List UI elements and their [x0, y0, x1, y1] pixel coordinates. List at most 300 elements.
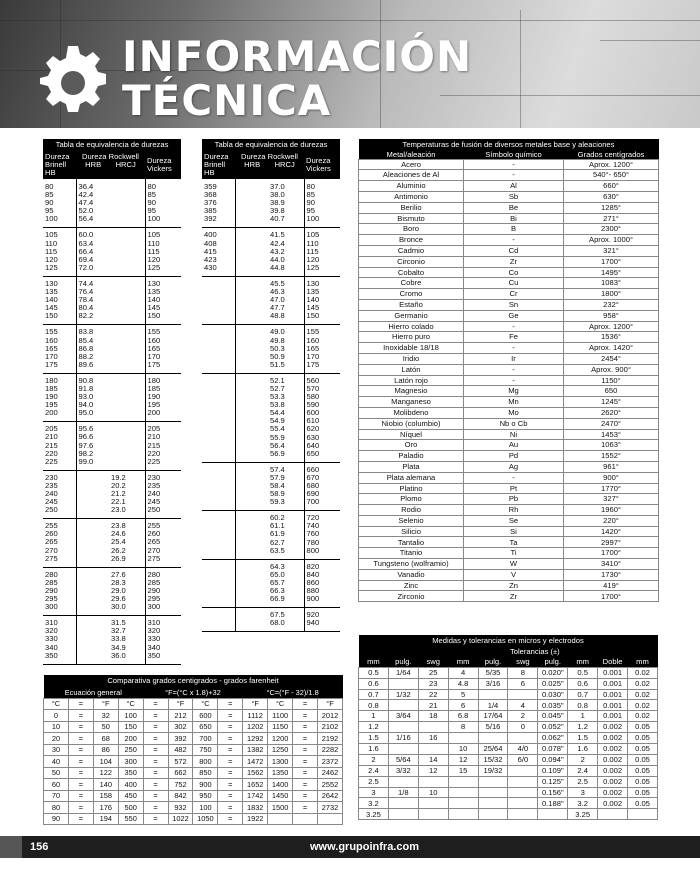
metal-cell: Latón rojo: [359, 375, 464, 386]
tolerance-cell: [388, 744, 418, 755]
comparison-cell: =: [218, 721, 243, 733]
table-row: [359, 765, 658, 776]
tolerance-cell: [418, 776, 448, 787]
table-row: [359, 364, 659, 375]
comparison-cell: =: [143, 802, 168, 814]
tolerance-cell: 1/4: [478, 700, 508, 711]
metal-cell: Plata alemana: [359, 472, 464, 483]
tolerance-cell: [508, 765, 538, 776]
column-header: mm: [628, 657, 658, 667]
comparison-cell: 50: [44, 767, 69, 779]
comparison-cell: 100: [193, 802, 218, 814]
table-row: [359, 332, 659, 343]
column-header: °F: [243, 698, 268, 710]
table-row: [359, 278, 659, 289]
comparison-cell: 650: [193, 721, 218, 733]
tolerance-cell: 0.078": [538, 744, 568, 755]
table-row: [359, 213, 659, 224]
column-header: swg: [508, 657, 538, 667]
hrcj-cell: 60.2 61.1 61.9 62.7 63.5: [268, 511, 304, 559]
hrcj-cell: 52.1 52.7 53.3 53.8 54.4 54.9 55.4 55.9 56.4 56.9: [268, 373, 304, 462]
metal-cell: Berilio: [359, 202, 464, 213]
metal-cell: Circonio: [359, 256, 464, 267]
metal-cell: Cadmio: [359, 245, 464, 256]
header-vickers: Dureza Vickers: [304, 151, 340, 179]
tolerance-cell: 0.002: [598, 744, 628, 755]
temperature-cell: 1552°: [564, 451, 659, 462]
tolerance-cell: 0.7: [568, 689, 598, 700]
temperature-cell: 660°: [564, 181, 659, 192]
comparison-cell: 700: [193, 733, 218, 745]
symbol-cell: Co: [464, 267, 564, 278]
tolerance-cell: 0.001: [598, 667, 628, 678]
hardness-table-title: Tabla de equivalencia de durezas: [202, 139, 340, 151]
hrb-cell: [235, 462, 268, 510]
symbol-cell: Ta: [464, 537, 564, 548]
symbol-cell: Ge: [464, 310, 564, 321]
comparison-cell: =: [143, 756, 168, 768]
comparison-cell: 1400: [268, 779, 293, 791]
tolerance-cell: 0.5: [359, 667, 389, 678]
column-header: °C: [268, 698, 293, 710]
hrcj-cell: [109, 179, 145, 228]
tolerance-cell: 1.5: [359, 733, 389, 744]
hrcj-cell: 45.5 46.3 47.0 47.7 48.8: [268, 276, 304, 324]
header-rockwell: Dureza Rockwell HRB HRCJ: [235, 151, 304, 179]
comparison-cell: 550: [118, 813, 143, 825]
tolerance-cell: 0.05: [628, 722, 658, 733]
comparison-cell: 1100: [268, 710, 293, 722]
tolerance-cell: 1: [568, 711, 598, 722]
table-row: [359, 754, 658, 765]
brinell-cell: [202, 462, 235, 510]
tolerance-cell: 6: [448, 700, 478, 711]
comparison-cell: 1450: [268, 790, 293, 802]
comparison-cell: 1300: [268, 756, 293, 768]
temperature-cell: 1285°: [564, 202, 659, 213]
hrcj-cell: [109, 325, 145, 373]
vickers-cell: 310 320 330 340 350: [145, 616, 181, 664]
symbol-cell: V: [464, 569, 564, 580]
comparison-cell: 900: [193, 779, 218, 791]
symbol-cell: Al: [464, 181, 564, 192]
tolerance-cell: 0.001: [598, 711, 628, 722]
temperature-cell: 1730°: [564, 569, 659, 580]
tolerance-cell: [388, 798, 418, 809]
table-row: [359, 776, 658, 787]
vickers-cell: 180 185 190 195 200: [145, 373, 181, 421]
tolerance-cell: 3.25: [568, 809, 598, 820]
comparison-cell: 1202: [243, 721, 268, 733]
comparison-cell: 200: [118, 733, 143, 745]
tolerance-cell: [478, 809, 508, 820]
comparison-cell: 1292: [243, 733, 268, 745]
comparison-cell: =: [68, 813, 93, 825]
symbol-cell: W: [464, 559, 564, 570]
comparison-cell: 800: [193, 756, 218, 768]
header-vickers: Dureza Vickers: [145, 151, 181, 179]
table-row: [359, 235, 659, 246]
table-row: [359, 159, 659, 170]
header-banner: [0, 0, 700, 128]
tolerance-cell: 2.5: [568, 776, 598, 787]
tolerance-cell: 0.030": [538, 689, 568, 700]
comparison-cell: 932: [168, 802, 193, 814]
temperature-cell: 630°: [564, 191, 659, 202]
comparison-cell: 212: [168, 710, 193, 722]
column-header: mm: [448, 657, 478, 667]
hrb-cell: [235, 325, 268, 373]
comparison-cell: =: [143, 779, 168, 791]
temperature-cell: 958°: [564, 310, 659, 321]
column-header: Grados centígrados: [564, 151, 659, 159]
comparison-cell: 450: [118, 790, 143, 802]
tolerance-cell: 0.188": [538, 798, 568, 809]
comparison-cell: 1022: [168, 813, 193, 825]
comparison-cell: =: [143, 744, 168, 756]
comparison-cell: 400: [118, 779, 143, 791]
tolerance-cell: 0.020": [538, 667, 568, 678]
symbol-cell: Ni: [464, 429, 564, 440]
tolerance-cell: [388, 700, 418, 711]
symbol-cell: -: [464, 364, 564, 375]
metal-cell: Boro: [359, 224, 464, 235]
symbol-cell: Rh: [464, 505, 564, 516]
tolerance-cell: 3/16: [478, 678, 508, 689]
temperature-cell: 1245°: [564, 397, 659, 408]
metal-cell: Selenio: [359, 515, 464, 526]
tolerance-cell: 0.045": [538, 711, 568, 722]
comparison-cell: 30: [44, 744, 69, 756]
tolerance-cell: 4/0: [508, 744, 538, 755]
tolerance-cell: 1/8: [388, 787, 418, 798]
symbol-cell: -: [464, 170, 564, 181]
comparison-cell: 1112: [243, 710, 268, 722]
temperature-cell: Aprox. 900°: [564, 364, 659, 375]
website-link[interactable]: www.grupoinfra.com: [310, 841, 419, 853]
table-row: [359, 353, 659, 364]
comparison-cell: =: [68, 756, 93, 768]
tolerance-cell: 0.05: [628, 798, 658, 809]
table-row: [202, 276, 340, 324]
tolerance-cell: [388, 776, 418, 787]
brinell-cell: 105 110 115 120 125: [43, 228, 76, 276]
symbol-cell: Ag: [464, 461, 564, 472]
table-row: [359, 559, 659, 570]
metal-cell: Plomo: [359, 494, 464, 505]
tolerance-cell: 0.002: [598, 722, 628, 733]
metal-cell: Magnesio: [359, 386, 464, 397]
metal-cell: Molibdeno: [359, 407, 464, 418]
tolerance-cell: 2.4: [359, 765, 389, 776]
comparison-cell: 482: [168, 744, 193, 756]
vickers-cell: 130 135 140 145 150: [145, 276, 181, 324]
comparison-cell: 1250: [268, 744, 293, 756]
comparison-cell: 10: [44, 721, 69, 733]
table-row: [359, 202, 659, 213]
tolerance-cell: 15: [448, 765, 478, 776]
comparison-cell: 2012: [317, 710, 342, 722]
comparison-cell: 40: [44, 756, 69, 768]
comparison-cell: 1200: [268, 733, 293, 745]
tolerance-cell: [598, 809, 628, 820]
comparison-cell: =: [218, 767, 243, 779]
tolerance-cell: 8: [448, 722, 478, 733]
tolerances-subtitle: Tolerancias (±): [508, 647, 658, 657]
metal-cell: Latón: [359, 364, 464, 375]
hrb-cell: [235, 228, 268, 276]
comparison-cell: 572: [168, 756, 193, 768]
comparison-cell: [268, 813, 293, 825]
symbol-cell: Ir: [464, 353, 564, 364]
comparison-cell: 176: [93, 802, 118, 814]
metal-cell: Vanadio: [359, 569, 464, 580]
temperature-cell: 650: [564, 386, 659, 397]
comparison-cell: =: [68, 733, 93, 745]
comparison-cell: 2462: [317, 767, 342, 779]
comparison-cell: =: [143, 733, 168, 745]
tolerance-cell: 14: [418, 754, 448, 765]
table-row: [359, 798, 658, 809]
table-row: [359, 537, 659, 548]
comparison-cell: 1832: [243, 802, 268, 814]
tolerance-cell: 1/16: [388, 733, 418, 744]
metal-cell: Bronce: [359, 235, 464, 246]
symbol-cell: -: [464, 375, 564, 386]
table-row: [359, 418, 659, 429]
table-row: [359, 407, 659, 418]
symbol-cell: Pt: [464, 483, 564, 494]
tolerance-cell: 10: [418, 787, 448, 798]
comparison-table-title: Comparativa grados centigrados - grados farenheit: [44, 675, 343, 687]
metal-cell: Iridio: [359, 353, 464, 364]
tolerance-cell: 18: [418, 711, 448, 722]
tolerance-cell: [478, 689, 508, 700]
tolerance-cell: 5/35: [478, 667, 508, 678]
metal-cell: Manganeso: [359, 397, 464, 408]
column-header: °F: [317, 698, 342, 710]
symbol-cell: -: [464, 472, 564, 483]
comparison-cell: 2192: [317, 733, 342, 745]
vickers-cell: 205 210 215 220 225: [145, 422, 181, 470]
metal-cell: Aleaciones de Al: [359, 170, 464, 181]
tolerance-cell: 22: [418, 689, 448, 700]
tolerance-cell: 2.4: [568, 765, 598, 776]
hrcj-cell: [109, 373, 145, 421]
vickers-cell: 230 235 240 245 250: [145, 470, 181, 518]
tolerance-cell: [508, 798, 538, 809]
tolerance-cell: 2: [359, 754, 389, 765]
table-row: [359, 515, 659, 526]
symbol-cell: B: [464, 224, 564, 235]
comparison-cell: 20: [44, 733, 69, 745]
comparison-cell: 950: [193, 790, 218, 802]
column-header: °F: [168, 698, 193, 710]
tolerance-cell: 0.002: [598, 733, 628, 744]
tolerance-cell: [628, 809, 658, 820]
comparison-cell: =: [218, 756, 243, 768]
comparison-cell: [317, 813, 342, 825]
table-row: [359, 321, 659, 332]
tolerance-cell: 0.05: [628, 733, 658, 744]
tolerance-cell: 0.062": [538, 733, 568, 744]
tolerance-cell: 3.2: [359, 798, 389, 809]
hardness-table-2: [202, 139, 340, 632]
tolerance-cell: 0.05: [628, 776, 658, 787]
tolerance-cell: 16: [418, 733, 448, 744]
tolerance-cell: [388, 722, 418, 733]
tolerance-cell: 23: [418, 678, 448, 689]
comparison-cell: 2282: [317, 744, 342, 756]
vickers-cell: 660 670 680 690 700: [304, 462, 340, 510]
tolerances-table: [358, 635, 658, 820]
temperature-cell: 1700°: [564, 256, 659, 267]
comparison-cell: =: [68, 790, 93, 802]
symbol-cell: Zr: [464, 591, 564, 602]
table-row: [359, 744, 658, 755]
vickers-cell: 280 285 290 295 300: [145, 567, 181, 615]
vickers-cell: 80 85 90 95 100: [145, 179, 181, 228]
brinell-cell: 255 260 265 270 275: [43, 519, 76, 567]
comparison-cell: 70: [44, 790, 69, 802]
comparison-cell: 1050: [193, 813, 218, 825]
tolerance-cell: 0.035": [538, 700, 568, 711]
tolerance-cell: 0.02: [628, 678, 658, 689]
hardness-table-1: [43, 139, 181, 665]
tolerance-cell: 4: [508, 700, 538, 711]
comparison-cell: 2372: [317, 756, 342, 768]
table-row: [202, 373, 340, 462]
vickers-cell: 920 940: [304, 608, 340, 632]
tolerance-cell: [418, 722, 448, 733]
table-row: [359, 548, 659, 559]
comparison-cell: 32: [93, 710, 118, 722]
table-row: [43, 616, 181, 664]
table-row: [359, 678, 658, 689]
vickers-cell: 820 840 860 880 900: [304, 559, 340, 607]
table-row: [44, 756, 343, 768]
comparison-cell: 158: [93, 790, 118, 802]
tolerance-cell: 0.002: [598, 776, 628, 787]
table-row: [359, 289, 659, 300]
tolerance-cell: 0: [508, 722, 538, 733]
brinell-cell: [202, 276, 235, 324]
metal-cell: Oro: [359, 440, 464, 451]
comparison-cell: 2552: [317, 779, 342, 791]
comparison-cell: 1652: [243, 779, 268, 791]
table-row: [202, 608, 340, 632]
comparison-cell: =: [293, 733, 318, 745]
page-number: 156: [30, 841, 49, 853]
temperature-cell: 1770°: [564, 483, 659, 494]
comparison-cell: 350: [118, 767, 143, 779]
page-title: INFORMACIÓN TÉCNICA: [122, 32, 473, 125]
tolerance-cell: 0.05: [628, 787, 658, 798]
tolerance-cell: 3/32: [388, 765, 418, 776]
tolerance-cell: 0.05: [628, 744, 658, 755]
temperature-cell: 419°: [564, 580, 659, 591]
table-row: [43, 276, 181, 324]
table-row: [43, 179, 181, 228]
tolerance-cell: 0.02: [628, 689, 658, 700]
comparison-cell: 150: [118, 721, 143, 733]
metal-cell: Zinc: [359, 580, 464, 591]
brinell-cell: 155 160 165 170 175: [43, 325, 76, 373]
comparison-cell: 80: [44, 802, 69, 814]
comparison-cell: 392: [168, 733, 193, 745]
tolerance-cell: [508, 809, 538, 820]
metal-cell: Antimonio: [359, 191, 464, 202]
temperature-cell: 2300°: [564, 224, 659, 235]
tolerance-cell: [448, 809, 478, 820]
comparison-cell: =: [143, 790, 168, 802]
brinell-cell: [202, 325, 235, 373]
temperature-comparison-table: [43, 675, 343, 825]
column-header: mm: [568, 657, 598, 667]
symbol-cell: Be: [464, 202, 564, 213]
tolerance-cell: 2.5: [359, 776, 389, 787]
tolerance-cell: 0.6: [359, 678, 389, 689]
temperature-cell: 271°: [564, 213, 659, 224]
brinell-cell: 180 185 190 195 200: [43, 373, 76, 421]
hrb-cell: 36.4 42.4 47.4 52.0 56.4: [76, 179, 109, 228]
table-row: [359, 386, 659, 397]
tolerance-cell: 1.2: [568, 722, 598, 733]
header-rockwell: Dureza Rockwell HRB HRCJ: [76, 151, 145, 179]
table-row: [202, 511, 340, 559]
column-header: °C: [118, 698, 143, 710]
temperature-cell: 540°- 650°: [564, 170, 659, 181]
tolerances-table-title: Medidas y tolerancias en micros y electrodos: [359, 635, 658, 647]
symbol-cell: Cr: [464, 289, 564, 300]
tolerance-cell: 12: [448, 754, 478, 765]
hrb-cell: [235, 608, 268, 632]
table-row: [359, 191, 659, 202]
metal-cell: Plata: [359, 461, 464, 472]
metal-cell: Cromo: [359, 289, 464, 300]
vickers-cell: 155 160 165 170 175: [304, 325, 340, 373]
symbol-cell: Fe: [464, 332, 564, 343]
hrb-cell: 90.8 91.8 93.0 94.0 95.0: [76, 373, 109, 421]
tolerance-cell: 8: [508, 667, 538, 678]
hrcj-cell: 19.2 20.2 21.2 22.1 23.0: [109, 470, 145, 518]
column-header: °C: [193, 698, 218, 710]
table-row: [202, 462, 340, 510]
tolerance-cell: 0.052": [538, 722, 568, 733]
column-header: pulg.: [388, 657, 418, 667]
hrb-cell: [235, 373, 268, 462]
tolerance-cell: 1.6: [568, 744, 598, 755]
tolerance-cell: 1/64: [388, 667, 418, 678]
metal-cell: Acero: [359, 159, 464, 170]
hrcj-cell: [109, 422, 145, 470]
tolerance-cell: 4: [448, 667, 478, 678]
comparison-cell: =: [218, 744, 243, 756]
symbol-cell: -: [464, 235, 564, 246]
tolerance-cell: 3.2: [568, 798, 598, 809]
tolerance-cell: 12: [418, 765, 448, 776]
tolerance-cell: 0.02: [628, 667, 658, 678]
comparison-cell: =: [293, 790, 318, 802]
tolerance-cell: 1.6: [359, 744, 389, 755]
column-header: °F: [93, 698, 118, 710]
table-row: [44, 802, 343, 814]
tolerance-cell: 0.125": [538, 776, 568, 787]
vickers-cell: 255 260 265 270 275: [145, 519, 181, 567]
comparison-cell: 2102: [317, 721, 342, 733]
comparison-cell: =: [218, 710, 243, 722]
equation-c: °C=(°F - 32)/1.8: [243, 687, 343, 698]
